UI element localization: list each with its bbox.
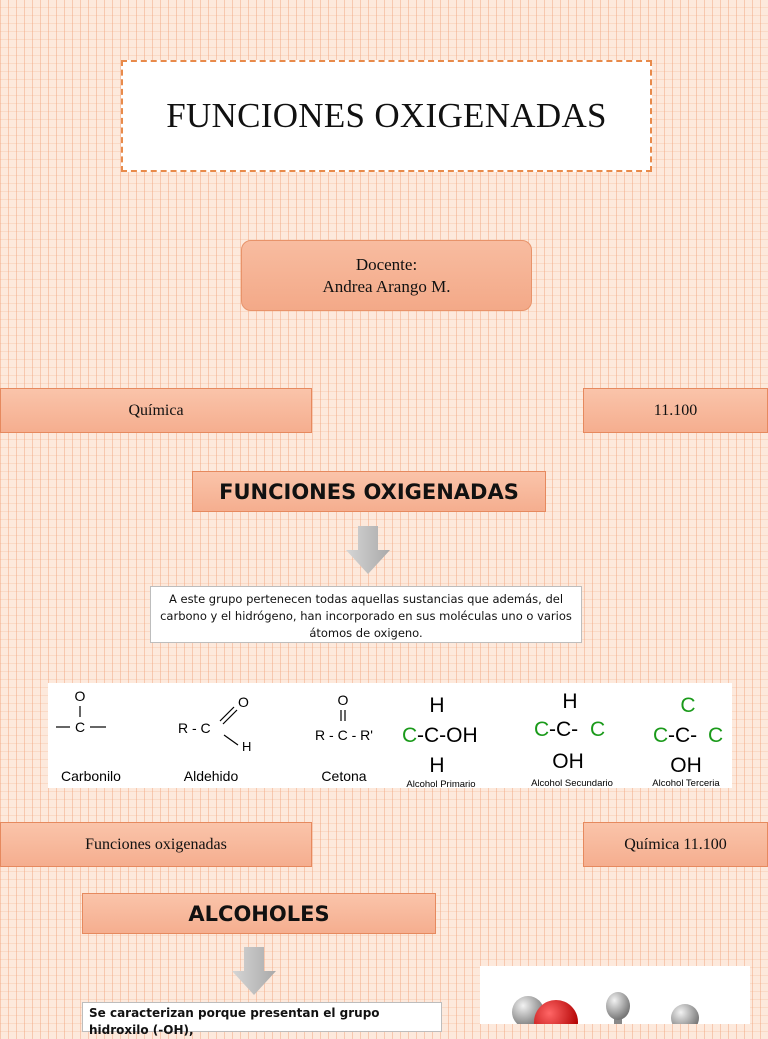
alcoholes-heading [82,893,436,934]
alc3-label: Alcohol Terceria [652,778,720,788]
alc1-left: C [402,724,418,747]
code-box [583,388,768,433]
alcohol-secundario-structure [531,690,613,788]
alcoholes-description-box [82,1002,442,1037]
alc1-mid: -C-OH [417,724,478,747]
aldehido-rc: R - C [178,720,211,736]
alc1-bottom: H [429,754,445,777]
footer-right-box [583,822,768,867]
cetona-o: O [337,692,349,708]
carbonilo-o: O [74,688,86,704]
alc2-left: C [534,718,550,741]
alc2-right: C [590,718,606,741]
alc1-top: H [429,694,445,717]
down-arrow-icon [232,947,276,995]
description-box [150,586,582,643]
alc3-mid: -C- [668,724,698,747]
carbonilo-c: C [74,719,86,735]
cetona-chain: R - C - R' [315,727,373,743]
alc3-right: C [708,724,724,747]
cetona-structure [315,692,373,784]
alcoholes-heading-text: ALCOHOLES [188,901,330,926]
footer-left-box [0,822,312,867]
carbonilo-structure [56,688,121,784]
aldehido-h: H [242,739,252,754]
alcohol-terciario-structure [652,694,723,788]
section-heading-text: FUNCIONES OXIGENADAS [219,479,519,504]
cetona-label: Cetona [321,768,367,784]
section-heading [192,471,546,512]
aldehido-structure [178,694,251,784]
alc3-bottom: OH [670,754,702,777]
aldehido-label: Aldehido [183,768,239,784]
subject-label: Química [128,401,184,419]
docente-name: Andrea Arango M. [322,276,451,296]
docente-label: Docente: [355,254,418,274]
alc2-bottom: OH [552,750,584,773]
docente-box [241,240,532,311]
subject-box [0,388,312,433]
page-title: FUNCIONES OXIGENADAS [166,96,607,135]
alc3-left: C [653,724,669,747]
alc3-top: C [680,694,696,717]
molecule-image [480,966,750,1024]
aldehido-o: O [238,694,249,710]
alc2-label: Alcohol Secundario [531,778,613,788]
title-box [121,60,652,172]
alcohol-primario-structure [402,694,478,788]
alcoholes-description-text: Se caracterizan porque presentan el grupo hidroxilo (-OH), [89,1006,380,1037]
alc2-top: H [562,690,578,713]
chemical-structures-strip [48,683,732,788]
footer-left-label: Funciones oxigenadas [85,835,227,853]
description-text: A este grupo pertenecen todas aquellas sustancias que además, del carbono y el hidrógeno, han incorporado en sus moléculas uno o varios átomos de oxigeno. [160,592,572,640]
alc2-mid: -C- [549,718,579,741]
carbonilo-label: Carbonilo [61,768,121,784]
code-label: 11.100 [653,401,698,419]
down-arrow-icon [346,526,390,574]
alc1-label: Alcohol Primario [406,779,476,788]
footer-right-label: Química 11.100 [624,835,727,853]
